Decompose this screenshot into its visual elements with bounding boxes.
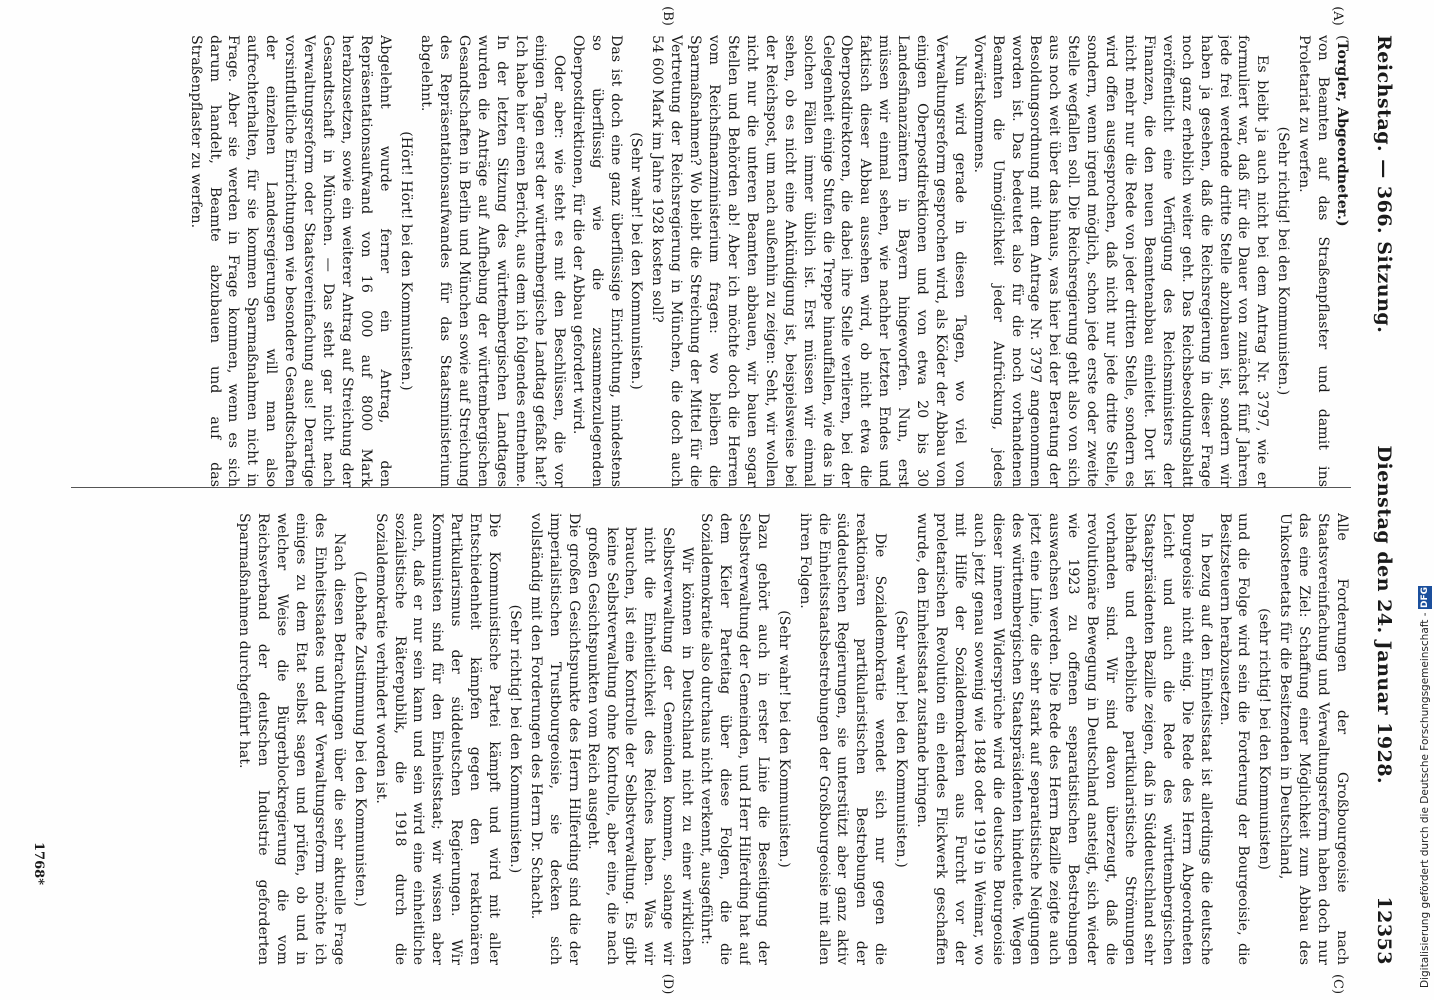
paragraph: Abgelehnt wurde ferner ein Antrag, den Repräsentationsaufwand von 16 000 auf 8000 Mark herabzusetzen, sowie ein weiterer Antrag auf Streichung der Gesandtschaft in München. — Das steht gar nicht nach Verwaltungsreform oder Staatsvereinfachung aus! Derartige vorsintflutliche Einrichtungen wie besondere Gesandtschaften der einzelnen Landesregierungen will man also aufrechterhalten, für sie kommen Sparmaßnahmen nicht in Frage. Aber sie werden in Frage kommen, wenn es sich darum handelt, Beamte abzubauen und auf das Straßenpflaster zu werfen. [187, 35, 393, 487]
interjection: (Sehr richtig! bei den Kommunisten.) [1275, 126, 1292, 396]
interjection: (Sehr wahr! bei den Kommunisten.) [893, 610, 910, 868]
block-quote: Wir können in Deutschland nicht zu einer wirklichen Selbstverwaltung der Gemeinden kommen, solange wir nicht die Einheitlichkeit des Reiches haben. Was wir brauchen, ist eine Kontrolle der Selbstverwaltung. Es gibt keine Selbstverwaltung ohne Kontrolle, aber eine, die nach großen Gesichtspunkten vom Reich ausgeht. [584, 527, 696, 965]
paragraph: Das ist doch eine ganz überflüssige Einrichtung, mindestens so überflüssig wie die zusammenzulegenden Oberpostdirektionen, für die der Abbau gefordert wird. [569, 35, 624, 487]
left-column [51, 35, 1351, 487]
interjection: (sehr richtig! bei den Kommunisten) [1256, 608, 1273, 870]
speaker-line: (Torgler, Abgeordneter.) [1334, 35, 1350, 227]
header-left: Reichstag. — 366. Sitzung. [1373, 35, 1395, 334]
paragraph: von Beamten auf das Straßenpflaster und damit ins Proletariat zu werfen. [1296, 35, 1332, 487]
paragraph: Die großen Gesichtspunkte des Herrn Hilferding sind die der imperialistischen Trustbourgeoisie, sie decken sich vollständig mit den Forderungen des Herrn Dr. Schacht. [527, 513, 582, 965]
paragraph: Die Kommunistische Partei kämpft und wird mit aller Entschiedenheit kämpfen gegen den reaktionären Partikularismus der süddeutschen Regierungen. Wir Kommunisten sind für den Einheitsstaat; wir wissen aber auch, daß er nur sein kann und sein wird eine einheitliche sozialistische Räterepublik, die 1918 durch die Sozialdemokratie verhindert worden ist. [372, 513, 503, 965]
paragraph: und die Folge wird sein die Forderung der Bourgeoisie, die Besitzsteuern herabzusetzen. [1216, 513, 1252, 965]
margin-marker-d: (D) [660, 973, 675, 995]
margin-marker-a: (A) [1330, 6, 1345, 26]
paragraph: Es bleibt ja auch nicht bei dem Antrag Nr. 3797, wie er formuliert war, daß für die Dauer von zunächst fünf Jahren jede frei werdende dritte Stelle abzubauen ist, sondern wir haben ja gesehen, daß die Reichsregierung in dieser Frage noch ganz erheblich weiter geht. Das Reichsbesoldungsblatt veröffentlicht eine Verfügung des Reichsministers der Finanzen, die den neuen Beamtenabbau einleitet. Dort ist nicht mehr nur die Rede von jeder dritten Stelle, sondern es wird offen ausgesprochen, daß nicht nur jede dritte Stelle, sondern, wenn irgend möglich, schon jede erste oder zweite Stelle wegfallen soll. Die Reichsregierung geht also von sich aus noch weit über das hinaus, was hier bei der Beratung der Besoldungsordnung mit dem Antrage Nr. 3797 angenommen worden ist. Das bedeutet also für die noch vorhandenen Beamten die Unmöglichkeit jeder Aufrückung, jedes Vorwärtskommens. [970, 35, 1271, 487]
paragraph: Nun wird gerade in diesen Tagen, wo viel von Verwaltungsreform gesprochen wird, als Köder der Abbau von einigen Oberpostdirektionen und von etwa 20 bis 30 Landesfinanzämtern in Bayern hingeworfen. Nun, erst müssen wir einmal sehen, wie nachher letzten Endes und faktisch dieser Abbau aussehen wird, ob nicht etwa die Oberpostdirektoren, die dabei ihre Stelle verlieren, bei der Gelegenheit einige Stufen die Treppe hinauffallen, wie das in solchen Fällen immer üblich ist. Erst müssen wir einmal sehen, ob es nicht eine Ankündigung ist, beispielsweise bei der Reichspost, um nach außenhin zu zeigen: Seht, wir wollen nicht nur die unteren Beamten abbauen, wir bauen sogar Stellen und Behörden ab! Aber ich möchte doch die Herren vom Reichsfinanzministerium fragen: wo bleiben die Sparmaßnahmen? Wo bleibt die Streichung der Mittel für die Vertretung der Reichsregierung in München, die doch auch 54 600 Mark im Jahre 1928 kosten soll? [649, 35, 968, 487]
paragraph: Oder aber: wie steht es mit den Beschlüssen, die vor einigen Tagen erst der württembergische Landtag gefaßt hat? Ich habe hier einen Bericht, aus dem ich folgendes entnehme. In der letzten Sitzung des württembergischen Landtages wurden die Anträge auf Aufhebung der württembergischen Gesandtschaften in Berlin und München sowie auf Streichung des Repräsentationsaufwandes für das Staatsministerium abgelehnt. [418, 35, 567, 487]
paragraph: Die Sozialdemokratie wendet sich nur gegen die reaktionären partikularistischen Bestrebungen der süddeutschen Regierungen, sie unterstützt aber ganz aktiv die Einheitsstaatsbestrebungen der Großbourgeoisie mit allen ihren Folgen. [796, 513, 889, 965]
paragraph: Nach diesen Betrachtungen über die sehr aktuelle Frage des Einheitsstaates und der Verwaltungsreform möchte ich einiges zu dem Etat selbst sagen und prüfen, ob und in welcher Weise die Bürgerblockregierung die vom Reichsverband der deutschen Industrie geforderten Sparmaßnahmen durchgeführt hat. [236, 513, 347, 965]
paragraph: Alle Forderungen der Großbourgeoisie nach Staatsvereinfachung und Verwaltungsreform haben doch nur das eine Ziel: Schaffung einer Möglichkeit zum Abbau des Unkostenetats für die Besitzenden in Deutschland, [1277, 513, 1350, 965]
footnote-signature: 1768* [31, 842, 46, 885]
header-date: Dienstag den 24. Januar 1928. [1373, 445, 1395, 785]
page-number: 12353 [1373, 896, 1395, 965]
paragraph: In bezug auf den Einheitsstaat ist allerdings die deutsche Bourgeoisie nicht einig. Die Rede des Herrn Abgeordneten Leicht und auch die Rede des württembergischen Staatspräsidenten Bazille zeigen, daß in Süddeutschland sehr lebhafte und erhebliche partikularistische Strömungen vorhanden sind. Wir sind davon überzeugt, daß die revolutionäre Bewegung in Deutschland ansteigt, sich wieder wie 1923 zu offenen separatistischen Bestrebungen auswachsen werden. Die Rede des Herrn Bazille zeigte auch jetzt eine Linie, die sehr stark auf separatistische Neigungen des württembergischen Staatspräsidenten hindeutete. Wegen dieser inneren Widersprüche wird die deutsche Bourgeoisie auch jetzt genau sowenig wie 1848 oder 1919 in Weimar, wo mit Hilfe der Sozialdemokraten aus Furcht vor der proletarischen Revolution ein elendes Flickwerk geschaffen wurde, den Einheitsstaat zustande bringen. [914, 513, 1214, 965]
interjection: (Hört! Hört! bei den Kommunisten.) [397, 131, 414, 391]
running-header [1359, 35, 1395, 965]
document-page [25, 6, 1395, 995]
paragraph: Dazu gehört auch in erster Linie die Beseitigung der Selbstverwaltung der Gemeinden, und Herr Hilferding hat auf dem Kieler Parteitag über diese Folgen, die die Sozialdemokratie also durchaus nicht verkennt, ausgeführt: [698, 513, 771, 965]
interjection: (Sehr wahr! bei den Kommunisten.) [628, 132, 645, 390]
interjection: (Sehr wahr! bei den Kommunisten.) [775, 610, 792, 868]
right-column [51, 513, 1351, 965]
margin-marker-b: (B) [660, 6, 675, 26]
digitization-credit: Digitalisierung gefördert durch die Deutsche Forschungsgemeinschaft - DFG [1419, 587, 1431, 988]
dfg-logo: DFG [1420, 587, 1430, 609]
margin-marker-c: (C) [1330, 973, 1345, 995]
interjection: (Sehr richtig! bei den Kommunisten.) [507, 604, 524, 874]
interjection: (Lebhafte Zustimmung bei den Kommunisten.) [351, 571, 368, 907]
text-columns [51, 35, 1351, 965]
